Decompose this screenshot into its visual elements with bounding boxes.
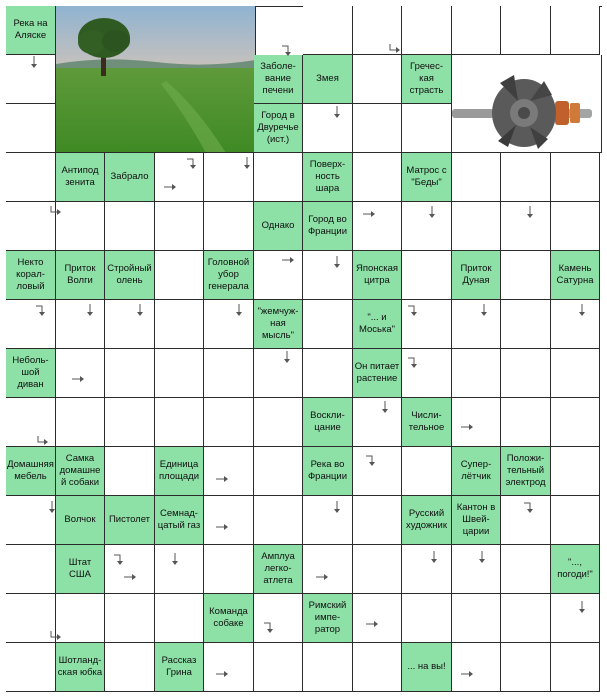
answer-cell[interactable]: [353, 398, 402, 447]
answer-cell[interactable]: [105, 594, 155, 643]
answer-cell[interactable]: [56, 398, 105, 447]
clue-text: Город во Франции: [307, 214, 348, 237]
answer-cell[interactable]: [551, 300, 600, 349]
clue-cell: [353, 300, 402, 349]
clue-cell: [402, 398, 452, 447]
answer-cell[interactable]: [254, 594, 303, 643]
clue-text: Волчок: [64, 514, 96, 525]
answer-cell[interactable]: [155, 398, 204, 447]
answer-cell[interactable]: [155, 545, 204, 594]
clue-text: Стройный олень: [107, 263, 152, 286]
clue-text: Русский художник: [406, 508, 447, 531]
clue-text: Пистолет: [108, 514, 151, 525]
clue-cell: [254, 202, 303, 251]
answer-cell[interactable]: [6, 496, 56, 545]
answer-cell[interactable]: [452, 545, 501, 594]
answer-cell[interactable]: [452, 643, 501, 692]
clue-cell: [551, 251, 600, 300]
answer-cell[interactable]: [551, 447, 600, 496]
answer-cell[interactable]: [303, 545, 353, 594]
answer-cell[interactable]: [353, 496, 402, 545]
answer-cell[interactable]: [501, 300, 551, 349]
answer-cell[interactable]: [452, 6, 501, 55]
answer-cell[interactable]: [56, 349, 105, 398]
answer-cell[interactable]: [402, 447, 452, 496]
answer-cell[interactable]: [155, 349, 204, 398]
answer-cell[interactable]: [105, 643, 155, 692]
clue-cell: [6, 6, 56, 55]
answer-cell[interactable]: [254, 349, 303, 398]
clue-cell: [105, 153, 155, 202]
answer-cell[interactable]: [353, 153, 402, 202]
clue-cell: [303, 202, 353, 251]
clue-cell: [501, 447, 551, 496]
answer-cell[interactable]: [551, 153, 600, 202]
answer-cell[interactable]: [105, 300, 155, 349]
clue-text: Поверх-ность шара: [309, 159, 346, 194]
clue-cell: [402, 643, 452, 692]
tree-meadow-image: [56, 6, 256, 153]
clue-cell: [6, 447, 56, 496]
answer-cell[interactable]: [353, 545, 402, 594]
answer-cell[interactable]: [204, 496, 254, 545]
answer-cell[interactable]: [501, 496, 551, 545]
clue-cell: [155, 496, 204, 545]
answer-cell[interactable]: [353, 594, 402, 643]
clue-cell: [303, 398, 353, 447]
clue-cell: [303, 447, 353, 496]
clue-text: Штат США: [68, 557, 92, 580]
clue-text: Змея: [316, 73, 339, 84]
clue-text: Он питает растение: [354, 361, 400, 384]
answer-cell[interactable]: [6, 398, 56, 447]
answer-cell[interactable]: [452, 594, 501, 643]
electric-motor-rotor-image: [452, 55, 602, 153]
clue-cell: [254, 55, 303, 104]
answer-cell[interactable]: [303, 496, 353, 545]
answer-cell[interactable]: [402, 6, 452, 55]
clue-cell: [254, 300, 303, 349]
clue-text: Воскли-цание: [310, 410, 345, 433]
answer-cell[interactable]: [501, 594, 551, 643]
answer-cell[interactable]: [551, 349, 600, 398]
answer-cell[interactable]: [6, 55, 56, 104]
clue-text: ... на вы!: [407, 661, 446, 672]
answer-cell[interactable]: [6, 104, 56, 153]
clue-text: Некто корал-ловый: [16, 257, 45, 292]
answer-cell[interactable]: [501, 202, 551, 251]
clue-text: Домашняя мебель: [7, 459, 54, 482]
answer-cell[interactable]: [204, 349, 254, 398]
clue-text: Заболе-вание печени: [260, 61, 296, 96]
answer-cell[interactable]: [402, 251, 452, 300]
clue-text: Однако: [261, 220, 295, 231]
answer-cell[interactable]: [402, 349, 452, 398]
answer-cell[interactable]: [254, 398, 303, 447]
answer-cell[interactable]: [551, 496, 600, 545]
answer-cell[interactable]: [551, 398, 600, 447]
clue-text: Единица площади: [158, 459, 200, 482]
clue-cell: [402, 153, 452, 202]
answer-cell[interactable]: [155, 153, 204, 202]
clue-cell: [56, 643, 105, 692]
clue-text: Кантон в Швей-царии: [456, 502, 496, 537]
clue-text: Город в Двуречье (ист.): [257, 110, 299, 145]
clue-cell: [204, 594, 254, 643]
answer-cell[interactable]: [551, 202, 600, 251]
answer-cell[interactable]: [303, 6, 353, 55]
answer-cell[interactable]: [6, 594, 56, 643]
clue-text: Числи-тельное: [408, 410, 445, 433]
clue-text: Матрос с "Беды": [406, 165, 447, 188]
clue-text: Приток Дуная: [460, 263, 492, 286]
answer-cell[interactable]: [452, 202, 501, 251]
answer-cell[interactable]: [353, 643, 402, 692]
answer-cell[interactable]: [254, 496, 303, 545]
answer-cell[interactable]: [204, 545, 254, 594]
answer-cell[interactable]: [501, 6, 551, 55]
clue-cell: [254, 104, 303, 153]
answer-cell[interactable]: [452, 398, 501, 447]
clue-cell: [303, 153, 353, 202]
answer-cell[interactable]: [303, 104, 353, 153]
clue-text: Забрало: [110, 171, 149, 182]
clue-text: Гречес-кая страсть: [409, 61, 444, 96]
clue-cell: [105, 496, 155, 545]
clue-text: Приток Волги: [64, 263, 96, 286]
clue-text: Супер-лётчик: [460, 459, 492, 482]
answer-cell[interactable]: [204, 153, 254, 202]
clue-cell: [551, 545, 600, 594]
answer-cell[interactable]: [501, 349, 551, 398]
clue-text: Команда собаке: [209, 606, 248, 629]
clue-cell: [303, 594, 353, 643]
answer-cell[interactable]: [105, 398, 155, 447]
answer-cell[interactable]: [501, 643, 551, 692]
clue-cell: [303, 55, 353, 104]
answer-cell[interactable]: [402, 545, 452, 594]
answer-cell[interactable]: [353, 6, 402, 55]
answer-cell[interactable]: [56, 202, 105, 251]
answer-cell[interactable]: [452, 349, 501, 398]
answer-cell[interactable]: [254, 447, 303, 496]
clue-text: Камень Сатурна: [556, 263, 594, 286]
clue-text: Положи-тельный электрод: [505, 453, 546, 488]
answer-cell[interactable]: [402, 202, 452, 251]
answer-cell[interactable]: [353, 104, 402, 153]
answer-cell[interactable]: [204, 643, 254, 692]
clue-cell: [155, 643, 204, 692]
answer-cell[interactable]: [204, 398, 254, 447]
clue-cell: [254, 545, 303, 594]
answer-cell[interactable]: [254, 153, 303, 202]
answer-cell[interactable]: [501, 251, 551, 300]
clue-text: "... и Моська": [358, 312, 396, 335]
answer-cell[interactable]: [105, 202, 155, 251]
clue-text: Шотланд-ская юбка: [57, 655, 103, 678]
clue-cell: [6, 251, 56, 300]
answer-cell[interactable]: [254, 643, 303, 692]
clue-cell: [452, 496, 501, 545]
clue-cell: [6, 349, 56, 398]
answer-cell[interactable]: [353, 55, 402, 104]
crossword-grid: [6, 6, 602, 692]
answer-cell[interactable]: [254, 251, 303, 300]
clue-cell: [155, 447, 204, 496]
clue-cell: [56, 496, 105, 545]
clue-cell: [204, 251, 254, 300]
answer-cell[interactable]: [452, 153, 501, 202]
answer-cell[interactable]: [6, 300, 56, 349]
clue-text: Антипод зенита: [61, 165, 99, 188]
clue-cell: [402, 496, 452, 545]
answer-cell[interactable]: [6, 643, 56, 692]
answer-cell[interactable]: [402, 300, 452, 349]
clue-text: Амплуа легко-атлета: [261, 551, 295, 586]
clue-text: Река на Аляске: [13, 18, 48, 41]
answer-cell[interactable]: [155, 300, 204, 349]
answer-cell[interactable]: [56, 300, 105, 349]
answer-cell[interactable]: [353, 202, 402, 251]
answer-cell[interactable]: [551, 6, 600, 55]
answer-cell[interactable]: [105, 447, 155, 496]
clue-text: Рассказ Грина: [161, 655, 197, 678]
answer-cell[interactable]: [353, 447, 402, 496]
clue-cell: [105, 251, 155, 300]
clue-cell: [56, 545, 105, 594]
answer-cell[interactable]: [155, 202, 204, 251]
clue-text: Римский импе-ратор: [308, 600, 347, 635]
answer-cell[interactable]: [303, 643, 353, 692]
clue-cell: [56, 251, 105, 300]
tree-meadow-drawing: [56, 6, 256, 153]
answer-cell[interactable]: [6, 153, 56, 202]
rotor-drawing: [452, 55, 602, 153]
clue-text: Река во Франции: [307, 459, 348, 482]
clue-text: Самка домашней собаки: [59, 453, 101, 488]
clue-cell: [353, 251, 402, 300]
answer-cell[interactable]: [501, 545, 551, 594]
answer-cell[interactable]: [551, 594, 600, 643]
answer-cell[interactable]: [501, 153, 551, 202]
answer-cell[interactable]: [303, 300, 353, 349]
clue-text: "жемчуж-ная мысль": [257, 306, 299, 341]
answer-cell[interactable]: [303, 251, 353, 300]
clue-text: Японская цитра: [355, 263, 399, 286]
clue-text: Головной убор генерала: [207, 257, 250, 292]
answer-cell[interactable]: [6, 545, 56, 594]
answer-cell[interactable]: [303, 349, 353, 398]
answer-cell[interactable]: [204, 202, 254, 251]
answer-cell[interactable]: [551, 643, 600, 692]
answer-cell[interactable]: [501, 398, 551, 447]
answer-cell[interactable]: [105, 349, 155, 398]
clue-cell: [452, 251, 501, 300]
answer-cell[interactable]: [56, 594, 105, 643]
clue-text: Неболь-шой диван: [12, 355, 49, 390]
clue-cell: [452, 447, 501, 496]
clue-cell: [56, 447, 105, 496]
clue-cell: [56, 153, 105, 202]
answer-cell[interactable]: [155, 594, 204, 643]
clue-text: Семнад-цатый газ: [157, 508, 201, 531]
answer-cell[interactable]: [155, 251, 204, 300]
clue-text: "..., погоди!": [557, 557, 593, 580]
answer-cell[interactable]: [105, 545, 155, 594]
answer-cell[interactable]: [204, 447, 254, 496]
clue-cell: [402, 55, 452, 104]
answer-cell[interactable]: [402, 104, 452, 153]
clue-cell: [353, 349, 402, 398]
answer-cell[interactable]: [402, 594, 452, 643]
answer-cell[interactable]: [6, 202, 56, 251]
answer-cell[interactable]: [452, 300, 501, 349]
answer-cell[interactable]: [204, 300, 254, 349]
